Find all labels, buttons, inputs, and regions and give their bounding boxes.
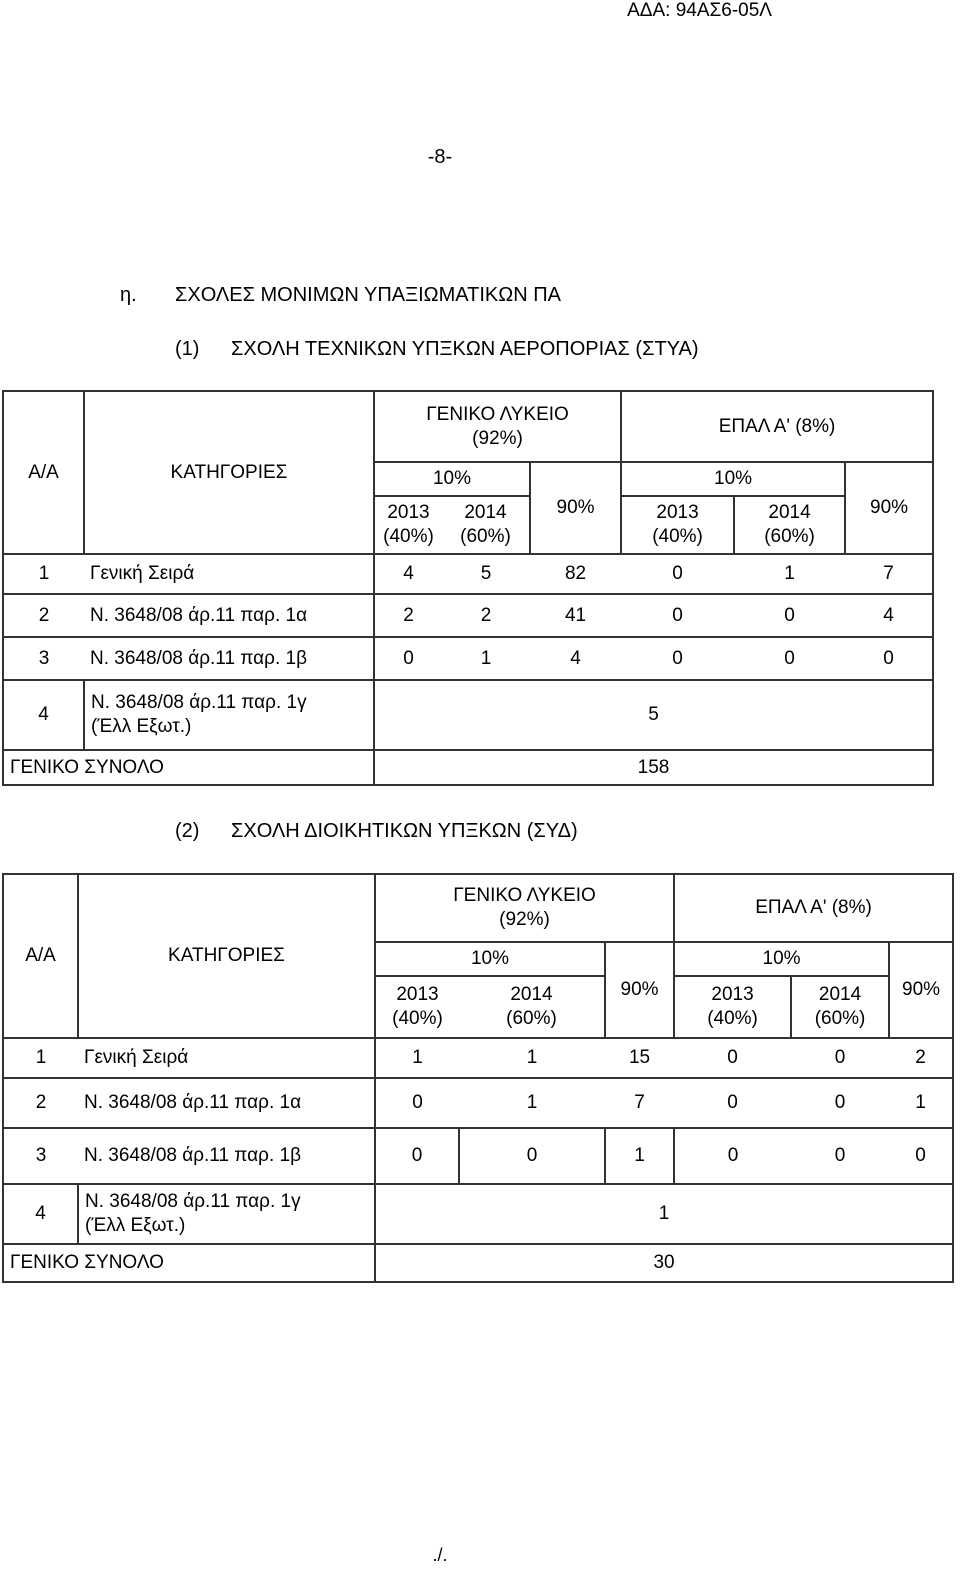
row-value: 82 <box>530 554 621 594</box>
school-table <box>2 390 934 786</box>
row-value: 1 <box>375 1038 459 1078</box>
row-value: 0 <box>621 594 734 637</box>
row-category-line: Ν. 3648/08 άρ.11 παρ. 1γ <box>85 1191 301 1212</box>
header-general-lyceum <box>374 391 621 462</box>
header-90pct-epal: 90% <box>845 462 933 554</box>
row-value: 2 <box>442 594 530 637</box>
header-categories: ΚΑΤΗΓΟΡΙΕΣ <box>84 391 374 554</box>
row-value: 4 <box>530 637 621 680</box>
header-gel-label: ΓΕΝΙΚΟ ΛΥΚΕΙΟ <box>426 403 569 425</box>
row-value: 4 <box>845 594 933 637</box>
total-label: ΓΕΝΙΚΟ ΣΥΝΟΛΟ <box>3 750 374 785</box>
row-value: 0 <box>374 637 442 680</box>
row-value: 15 <box>605 1038 674 1078</box>
row-value: 0 <box>375 1078 459 1128</box>
header-year: 2013 <box>711 984 754 1005</box>
table-row <box>3 1038 953 1078</box>
header-general-lyceum <box>375 874 674 942</box>
header-year-pct: (60%) <box>814 1008 866 1029</box>
header-year: 2014 <box>818 984 862 1005</box>
school-title: ΣΧΟΛΗ ΔΙΟΙΚΗΤΙΚΩΝ ΥΠΞΚΩΝ (ΣΥΔ) <box>231 820 578 842</box>
header-90pct-gel: 90% <box>605 942 674 1038</box>
row-aa: 1 <box>3 1038 78 1078</box>
row-aa: 2 <box>3 1078 78 1128</box>
table-row <box>3 594 933 637</box>
row-category: Ν. 3648/08 άρ.11 παρ. 1β <box>78 1128 375 1184</box>
row-value: 0 <box>791 1078 889 1128</box>
row-value: 0 <box>621 637 734 680</box>
header-year: 2013 <box>396 984 439 1005</box>
header-year: 2013 <box>387 502 430 523</box>
row-value: 1 <box>605 1128 674 1184</box>
header-aa: Α/Α <box>3 874 78 1038</box>
header-10pct-gel: 10% <box>375 942 605 976</box>
document-ada-code: ΑΔΑ: 94ΑΣ6-05Λ <box>627 0 772 21</box>
school-number: (1) <box>175 338 200 360</box>
row-aa: 1 <box>3 554 84 594</box>
row-value: 0 <box>674 1038 791 1078</box>
header-2013-gel <box>375 976 459 1038</box>
table-row <box>3 1078 953 1128</box>
header-year-pct: (60%) <box>506 1008 557 1029</box>
header-90pct-epal: 90% <box>889 942 953 1038</box>
row-value: 0 <box>375 1128 459 1184</box>
row-value: 1 <box>459 1038 605 1078</box>
header-2014-epal <box>791 976 889 1038</box>
row-value: 5 <box>442 554 530 594</box>
school-heading <box>175 820 578 843</box>
row-value: 0 <box>621 554 734 594</box>
row-value: 0 <box>791 1038 889 1078</box>
header-90pct-gel: 90% <box>530 462 621 554</box>
header-gel-percent: (92%) <box>472 427 523 449</box>
header-2014-gel <box>442 496 530 554</box>
header-year: 2013 <box>656 502 699 523</box>
header-2013-epal <box>621 496 734 554</box>
row-merged-value: 1 <box>375 1184 953 1244</box>
header-epal: ΕΠΑΛ Α' (8%) <box>621 391 933 462</box>
row-value: 0 <box>889 1128 953 1184</box>
row-category-line: (Έλλ Εξωτ.) <box>91 716 192 737</box>
row-category-line: (Έλλ Εξωτ.) <box>85 1215 186 1236</box>
header-gel-label: ΓΕΝΙΚΟ ΛΥΚΕΙΟ <box>453 885 596 906</box>
row-value: 0 <box>734 637 845 680</box>
school-number: (2) <box>175 820 200 842</box>
header-year-pct: (40%) <box>652 526 703 547</box>
header-10pct-epal: 10% <box>621 462 845 496</box>
header-year-pct: (40%) <box>707 1008 758 1029</box>
row-value: 1 <box>442 637 530 680</box>
table-row <box>3 554 933 594</box>
table-row <box>3 1128 953 1184</box>
total-value: 30 <box>375 1244 953 1282</box>
school-table <box>2 873 954 1283</box>
table-row <box>3 680 933 750</box>
header-aa: Α/Α <box>3 391 84 554</box>
row-aa: 2 <box>3 594 84 637</box>
row-value: 7 <box>845 554 933 594</box>
header-2013-gel <box>374 496 442 554</box>
row-category: Ν. 3648/08 άρ.11 παρ. 1α <box>84 594 374 637</box>
school-title: ΣΧΟΛΗ ΤΕΧΝΙΚΩΝ ΥΠΞΚΩΝ ΑΕΡΟΠΟΡΙΑΣ (ΣΤΥΑ) <box>231 338 699 360</box>
header-2014-gel <box>459 976 605 1038</box>
row-value: 2 <box>374 594 442 637</box>
section-letter: η. <box>120 284 137 306</box>
page-number: -8- <box>427 146 453 168</box>
row-value: 1 <box>734 554 845 594</box>
row-value: 0 <box>845 637 933 680</box>
row-aa: 3 <box>3 1128 78 1184</box>
row-value: 0 <box>791 1128 889 1184</box>
header-gel-percent: (92%) <box>499 909 550 930</box>
row-value: 0 <box>734 594 845 637</box>
row-category: Ν. 3648/08 άρ.11 παρ. 1β <box>84 637 374 680</box>
row-merged-value: 5 <box>374 680 933 750</box>
header-year-pct: (60%) <box>460 526 511 547</box>
row-aa: 4 <box>3 1184 78 1244</box>
table-row <box>3 1184 953 1244</box>
row-category <box>84 680 374 750</box>
row-value: 0 <box>459 1128 605 1184</box>
total-row <box>3 750 933 785</box>
row-value: 1 <box>459 1078 605 1128</box>
header-epal: ΕΠΑΛ Α' (8%) <box>674 874 953 942</box>
header-year: 2014 <box>464 502 507 523</box>
header-year-pct: (40%) <box>383 526 434 547</box>
row-value: 2 <box>889 1038 953 1078</box>
row-aa: 4 <box>3 680 84 750</box>
school-heading <box>175 338 699 361</box>
row-value: 4 <box>374 554 442 594</box>
section-title: ΣΧΟΛΕΣ ΜΟΝΙΜΩΝ ΥΠΑΞΙΩΜΑΤΙΚΩΝ ΠΑ <box>175 284 561 306</box>
total-row <box>3 1244 953 1282</box>
row-category-line: Ν. 3648/08 άρ.11 παρ. 1γ <box>91 692 307 713</box>
row-value: 0 <box>674 1128 791 1184</box>
row-value: 41 <box>530 594 621 637</box>
header-categories: ΚΑΤΗΓΟΡΙΕΣ <box>78 874 375 1038</box>
header-year: 2014 <box>768 502 811 523</box>
row-value: 1 <box>889 1078 953 1128</box>
row-category: Γενική Σειρά <box>78 1038 375 1078</box>
header-2014-epal <box>734 496 845 554</box>
header-10pct-gel: 10% <box>374 462 530 496</box>
header-10pct-epal: 10% <box>674 942 889 976</box>
row-value: 0 <box>674 1078 791 1128</box>
total-value: 158 <box>374 750 933 785</box>
row-category: Γενική Σειρά <box>84 554 374 594</box>
table-row <box>3 637 933 680</box>
header-year-pct: (60%) <box>764 526 815 547</box>
row-aa: 3 <box>3 637 84 680</box>
header-2013-epal <box>674 976 791 1038</box>
header-year-pct: (40%) <box>392 1008 443 1029</box>
row-value: 7 <box>605 1078 674 1128</box>
header-year: 2014 <box>510 984 553 1005</box>
page-footer: ./. <box>432 1545 448 1565</box>
total-label: ΓΕΝΙΚΟ ΣΥΝΟΛΟ <box>3 1244 375 1282</box>
row-category: Ν. 3648/08 άρ.11 παρ. 1α <box>78 1078 375 1128</box>
row-category <box>78 1184 375 1244</box>
